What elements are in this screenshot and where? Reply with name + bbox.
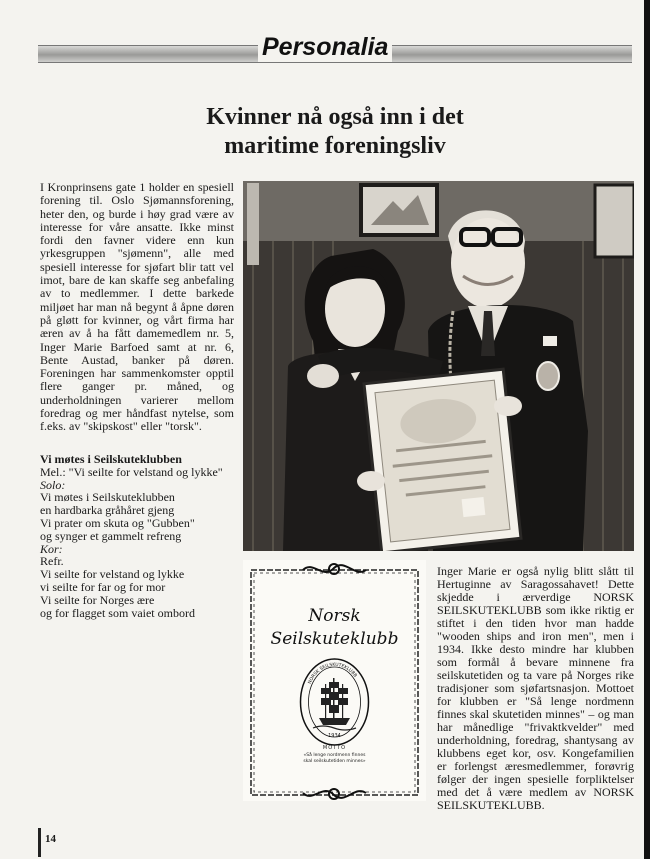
- club-emblem-poster: [243, 560, 426, 801]
- song-line: Vi seilte for velstand og lykke: [40, 567, 185, 582]
- headline-line-2: maritime foreningsliv: [224, 133, 446, 159]
- poster-club-name-line-2: Seilskuteklubb: [270, 629, 399, 649]
- song-refrain-label: Refr.: [40, 554, 64, 569]
- song-melody: Mel.: "Vi seilte for velstand og lykke": [40, 464, 223, 479]
- page-edge-shadow: [644, 0, 650, 859]
- article-intro-text: I Kronprinsens gate 1 holder en spesiell forening til. Oslo Sjømannsforening, heter den, og burde i høy grad være av interesse for våre ansatte. Ikke minst fordi den favner videre enn kun yrkesgruppen "sjømenn", alle med spesiell interesse for sjøfart blir tatt vel imot, bare de kan skaffe seg anbefaling av to medlemmer. I dette barkede miljøet har man nå begynt å åpne døren på gløtt for kvinner, og vårt firma har æren av å ha fått damemedlem nr. 5, Inger Marie Barfoed samt at nr. 6, Bente Austad, banker på døren. Foreningen har sammenkomster opptil flere ganger pr. måned, og underholdningen varierer mellom foredrag og mer håndfast nytelse, som f.eks. av "skipskost" eller "torsk".: [40, 180, 234, 434]
- song-block: [40, 453, 240, 619]
- song-line: og synger et gammelt refreng: [40, 528, 182, 543]
- article-photo: [243, 181, 634, 551]
- song-solo-label: Solo:: [40, 477, 66, 492]
- song-title: Vi møtes i Seilskuteklubben: [40, 452, 182, 466]
- song-chorus-label: Kor:: [40, 541, 63, 556]
- article-right-column-text: Inger Marie er også nylig blitt slått til Hertuginne av Saragossahavet! Dette skjedde i ærverdige NORSK SEILSKUTEKLUBB som ikke riktig er stiftet i den tiden hvor man hadde "wooden ships and iron men", men i 1934. Ikke desto mindre har klubben som formål å bevare minnene fra seilskutetiden og ta vare på Norges rike tradisjoner som sjøfartsnasjon. Mottoet for klubben er "Så lenge nordmenn finnes skal skutetiden minnes" – og man har månedlige "frivaktkvelder" med underholdning, foredrag, shantysang av klubbens eget kor, osv. Kongefamilien er forlengst æresmedlemmer, forøvrig følger der ingen spesielle forpliktelser med det å være medlem av NORSK SEILSKUTEKLUBB.: [437, 564, 634, 812]
- motto-label: MOTTO: [322, 745, 347, 751]
- section-title: Personalia: [258, 32, 392, 62]
- song-line: og for flagget som vaiet ombord: [40, 605, 195, 620]
- song-line: Vi møtes i Seilskuteklubben: [40, 490, 175, 505]
- song-line: vi seilte for far og for mor: [40, 579, 166, 594]
- song-line: Vi seilte for Norges ære: [40, 592, 155, 607]
- seal-text: NORSK SEILSKUTEKLUBB: [307, 662, 358, 685]
- page-number: 14: [45, 833, 56, 845]
- poster-club-name-line-1: Norsk: [308, 606, 361, 626]
- page-number-bar: [38, 828, 41, 857]
- motto-line-1: «Så lenge nordmenn finnes: [303, 753, 366, 758]
- article-headline: [120, 103, 550, 161]
- song-line: en hardbarka gråhåret gjeng: [40, 503, 175, 518]
- motto-text: [263, 753, 406, 765]
- song-line: Vi prater om skuta og "Gubben": [40, 515, 195, 530]
- seal-year: 1934: [328, 733, 341, 739]
- motto-line-2: skal seilskutetiden minnes»: [303, 759, 366, 764]
- headline-line-1: Kvinner nå også inn i det: [206, 104, 464, 130]
